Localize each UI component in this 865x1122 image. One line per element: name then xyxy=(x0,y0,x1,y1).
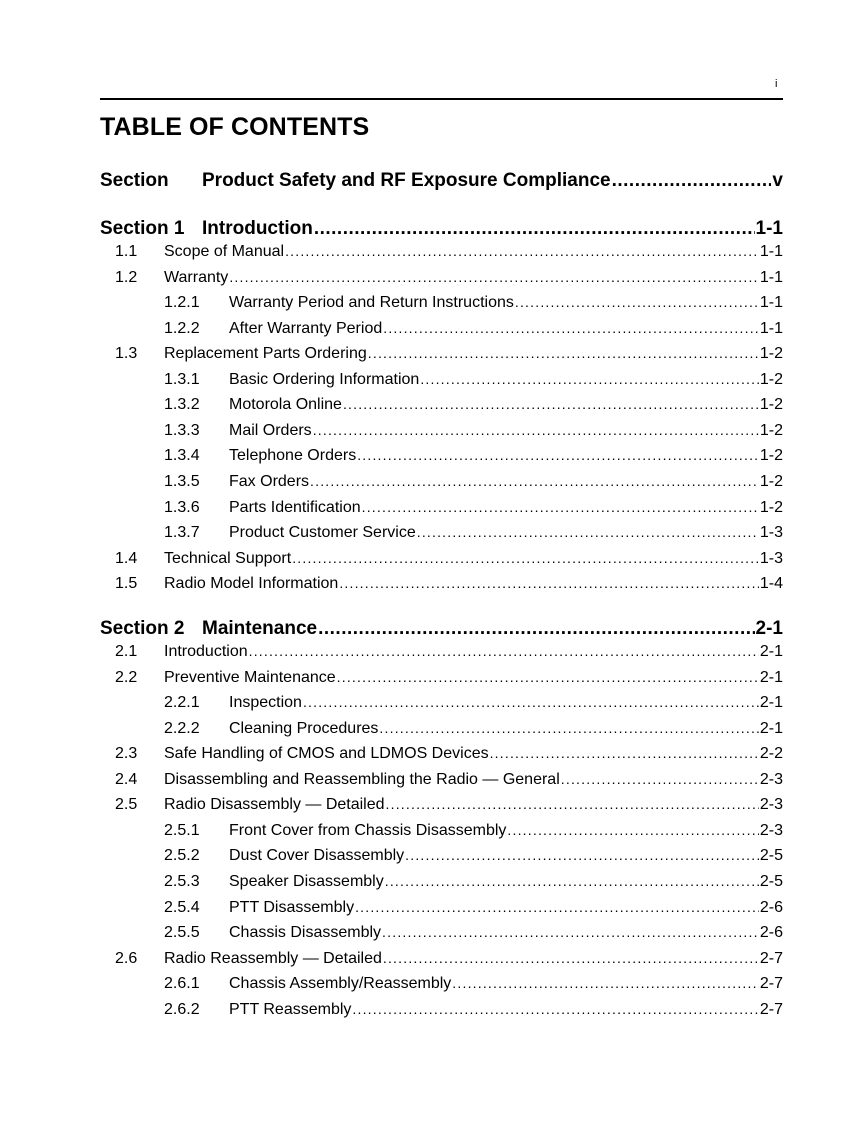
toc-entry-page: 1-3 xyxy=(759,524,783,542)
toc-entry-number: 1.3.4 xyxy=(164,447,200,465)
leader-dots xyxy=(515,294,759,312)
leader-dots xyxy=(452,975,759,993)
toc-entry-page: 1-2 xyxy=(759,370,783,388)
page-number: i xyxy=(775,78,778,90)
leader-dots xyxy=(561,771,759,789)
leader-dots xyxy=(285,243,759,261)
leader-dots xyxy=(490,745,759,763)
toc-entry-number: 1.3.1 xyxy=(164,370,200,388)
leader-dots xyxy=(313,422,759,440)
toc-entry-number: 1.3.3 xyxy=(164,421,200,439)
toc-entry-number: 2.2.2 xyxy=(164,719,200,737)
toc-entry-label: Product Customer Service xyxy=(229,524,416,542)
toc-entry[interactable] xyxy=(100,847,783,869)
toc-entry-number-text: 1.5 xyxy=(115,575,138,593)
toc-entry[interactable] xyxy=(100,643,783,665)
toc-entry-page: 1-1 xyxy=(759,294,783,312)
toc-entry-page: 1-4 xyxy=(759,575,783,593)
leader-dots xyxy=(357,447,759,465)
toc-entry[interactable] xyxy=(100,975,783,997)
leader-dots xyxy=(420,371,759,389)
toc-entry[interactable] xyxy=(100,320,783,342)
toc-entry-label: Scope of Manual xyxy=(164,243,285,260)
toc-entry-number-text: 2.2 xyxy=(115,668,138,686)
toc-entry[interactable] xyxy=(100,524,783,546)
toc-entry-number-text: 2.4 xyxy=(115,770,138,788)
toc-entry-number-text: 2.6 xyxy=(115,949,138,967)
toc-entry-page: 1-3 xyxy=(759,549,783,567)
toc-entry[interactable] xyxy=(100,720,783,742)
toc-entry[interactable] xyxy=(100,371,783,393)
toc-entry[interactable] xyxy=(100,550,783,572)
toc-entry-label: Inspection xyxy=(229,694,302,712)
toc-entry-label: PTT Disassembly xyxy=(229,898,355,916)
toc-entry-page: 2-2 xyxy=(759,745,783,763)
toc-entry-number xyxy=(100,796,163,814)
toc-entry[interactable] xyxy=(100,924,783,946)
toc-entry-label: Dust Cover Disassembly xyxy=(229,847,405,865)
toc-entry-page: 2-1 xyxy=(759,668,783,686)
toc-entry-label: Disassembling and Reassembling the Radio — General xyxy=(164,770,560,788)
leader-dots xyxy=(417,524,759,542)
toc-entry-number: 1.3.6 xyxy=(164,498,200,516)
toc-entry[interactable] xyxy=(100,950,783,972)
toc-entry-number-text: 1.1 xyxy=(115,243,138,260)
toc-entry-label: Speaker Disassembly xyxy=(229,872,384,890)
toc-front-section-num: Section xyxy=(100,170,169,191)
toc-entry-label: Basic Ordering Information xyxy=(229,370,420,388)
toc-entry[interactable] xyxy=(100,473,783,495)
toc-entry-number-text: 2.1 xyxy=(115,643,138,660)
leader-dots xyxy=(318,618,754,640)
toc-entry[interactable] xyxy=(100,294,783,316)
toc-entry-number: 2.5.1 xyxy=(164,821,200,839)
toc-entry-number-text: 1.3 xyxy=(115,345,138,363)
toc-entry[interactable] xyxy=(100,269,783,291)
toc-entry-number xyxy=(100,771,163,789)
toc-entry-number-text: 1.4 xyxy=(115,549,138,567)
toc-entry-label: Radio Disassembly — Detailed xyxy=(164,796,385,814)
leader-dots xyxy=(383,320,759,338)
toc-entry-number: 1.3.5 xyxy=(164,472,200,490)
toc-entry-label: Radio Model Information xyxy=(164,575,339,593)
toc-entry-number-text: 1.2 xyxy=(115,268,138,286)
toc-entry[interactable] xyxy=(100,796,783,818)
toc-entry[interactable] xyxy=(100,771,783,793)
toc-entry-number-text: 2.5 xyxy=(115,796,138,814)
toc-section-2-num: Section 2 xyxy=(100,618,185,639)
toc-entry-page: 2-1 xyxy=(759,643,783,660)
toc-section-2[interactable] xyxy=(100,618,783,644)
leader-dots xyxy=(612,170,772,192)
leader-dots xyxy=(507,822,758,840)
toc-entry[interactable] xyxy=(100,575,783,597)
toc-entry-page: 1-2 xyxy=(759,498,783,516)
toc-entry-number: 2.5.5 xyxy=(164,924,200,942)
toc-entry-page: 2-1 xyxy=(759,694,783,712)
toc-entry-page: 2-3 xyxy=(759,770,783,788)
toc-entry-page: 1-2 xyxy=(759,421,783,439)
toc-entry-label: Cleaning Procedures xyxy=(229,719,379,737)
toc-entry-label: Front Cover from Chassis Disassembly xyxy=(229,821,507,839)
toc-entry-number xyxy=(100,550,163,568)
toc-entry-label: Preventive Maintenance xyxy=(164,668,336,686)
toc-entry[interactable] xyxy=(100,745,783,767)
leader-dots xyxy=(303,694,759,712)
toc-section-2-page: 2-1 xyxy=(755,618,783,639)
leader-dots xyxy=(310,473,759,491)
toc-entry-number: 1.2.1 xyxy=(164,294,200,312)
toc-entry-number xyxy=(100,669,163,687)
toc-entry-page: 1-2 xyxy=(759,447,783,465)
toc-section-1-label: Introduction xyxy=(202,218,313,239)
leader-dots xyxy=(405,847,759,865)
toc-entry-page: 2-3 xyxy=(759,821,783,839)
toc-entry-label: After Warranty Period xyxy=(229,319,383,337)
toc-entry[interactable] xyxy=(100,1001,783,1023)
toc-entry-label: Technical Support xyxy=(164,549,292,567)
toc-entry-page: 2-7 xyxy=(759,949,783,967)
leader-dots xyxy=(382,924,759,942)
toc-entry[interactable] xyxy=(100,873,783,895)
toc-entry-number xyxy=(100,643,163,661)
toc-entry-label: Radio Reassembly — Detailed xyxy=(164,949,382,967)
toc-entry-number: 2.2.1 xyxy=(164,694,200,712)
toc-entry-label: Mail Orders xyxy=(229,421,312,439)
toc-entry-label: Parts Identification xyxy=(229,498,361,516)
toc-title: TABLE OF CONTENTS xyxy=(100,113,370,141)
toc-entry-page: 2-3 xyxy=(759,796,783,814)
toc-entry[interactable] xyxy=(100,447,783,469)
toc-section-1-num: Section 1 xyxy=(100,218,185,239)
toc-entry-number: 1.3.7 xyxy=(164,524,200,542)
toc-entry-page: 2-5 xyxy=(759,847,783,865)
toc-entry-label: Motorola Online xyxy=(229,396,342,414)
toc-entry-number: 2.5.3 xyxy=(164,872,200,890)
toc-entry-page: 1-1 xyxy=(759,319,783,337)
leader-dots xyxy=(339,575,759,593)
toc-entry-page: 1-2 xyxy=(759,345,783,363)
leader-dots xyxy=(229,269,759,287)
toc-entry-label: Introduction xyxy=(164,643,248,660)
leader-dots xyxy=(355,899,759,917)
toc-entry[interactable] xyxy=(100,694,783,716)
toc-entry-label: Fax Orders xyxy=(229,472,310,490)
toc-front-section-page: v xyxy=(772,170,783,191)
leader-dots xyxy=(343,396,759,414)
leader-dots xyxy=(379,720,758,738)
leader-dots xyxy=(352,1001,758,1019)
toc-entry[interactable] xyxy=(100,422,783,444)
leader-dots xyxy=(386,796,759,814)
toc-front-section-label: Product Safety and RF Exposure Compliance xyxy=(202,170,611,191)
toc-section-2-label: Maintenance xyxy=(202,618,318,639)
toc-entry-number xyxy=(100,345,163,363)
toc-entry-page: 1-2 xyxy=(759,472,783,490)
toc-entry-page: 1-2 xyxy=(759,396,783,414)
toc-entry-label: Telephone Orders xyxy=(229,447,357,465)
header-rule xyxy=(100,98,783,100)
toc-entry-label: Warranty xyxy=(164,268,229,286)
toc-entry[interactable] xyxy=(100,669,783,691)
leader-dots xyxy=(368,345,759,363)
toc-entry-number: 2.5.4 xyxy=(164,898,200,916)
toc-section-1-page: 1-1 xyxy=(755,218,783,239)
toc-entry-number xyxy=(100,950,163,968)
toc-entry-label: Safe Handling of CMOS and LDMOS Devices xyxy=(164,745,489,763)
leader-dots xyxy=(314,218,755,240)
toc-entry-number: 2.6.1 xyxy=(164,975,200,993)
toc-entry[interactable] xyxy=(100,899,783,921)
toc-front-section[interactable] xyxy=(100,170,783,196)
toc-entry-page: 1-1 xyxy=(759,243,783,260)
toc-entry-number xyxy=(100,745,163,763)
toc-entry-number: 1.3.2 xyxy=(164,396,200,414)
toc-entry-label: Chassis Assembly/Reassembly xyxy=(229,975,452,993)
toc-section-1[interactable] xyxy=(100,218,783,244)
toc-entry-label: Replacement Parts Ordering xyxy=(164,345,367,363)
toc-entry-number xyxy=(100,269,163,287)
toc-entry-label: Warranty Period and Return Instructions xyxy=(229,294,514,312)
toc-entry[interactable] xyxy=(100,345,783,367)
toc-entry-label: PTT Reassembly xyxy=(229,1000,352,1018)
toc-entry-number: 1.2.2 xyxy=(164,319,200,337)
toc-entry-page: 2-7 xyxy=(759,975,783,993)
toc-entry-page: 2-6 xyxy=(759,898,783,916)
toc-entry-number xyxy=(100,243,163,261)
leader-dots xyxy=(383,950,759,968)
toc-entry[interactable] xyxy=(100,499,783,521)
leader-dots xyxy=(362,499,759,517)
toc-entry-page: 2-1 xyxy=(759,719,783,737)
leader-dots xyxy=(385,873,759,891)
toc-entry-number xyxy=(100,575,163,593)
leader-dots xyxy=(249,643,759,661)
toc-entry-page: 2-6 xyxy=(759,924,783,942)
leader-dots xyxy=(337,669,759,687)
toc-entry-page: 2-5 xyxy=(759,872,783,890)
toc-entry-page: 2-7 xyxy=(759,1000,783,1018)
toc-entry-number: 2.6.2 xyxy=(164,1000,200,1018)
toc-entry-page: 1-1 xyxy=(759,268,783,286)
leader-dots xyxy=(292,550,759,568)
toc-entry-label: Chassis Disassembly xyxy=(229,924,382,942)
toc-entry[interactable] xyxy=(100,396,783,418)
toc-entry[interactable] xyxy=(100,822,783,844)
toc-entry-number: 2.5.2 xyxy=(164,847,200,865)
toc-entry-number-text: 2.3 xyxy=(115,745,138,763)
toc-entry[interactable] xyxy=(100,243,783,265)
